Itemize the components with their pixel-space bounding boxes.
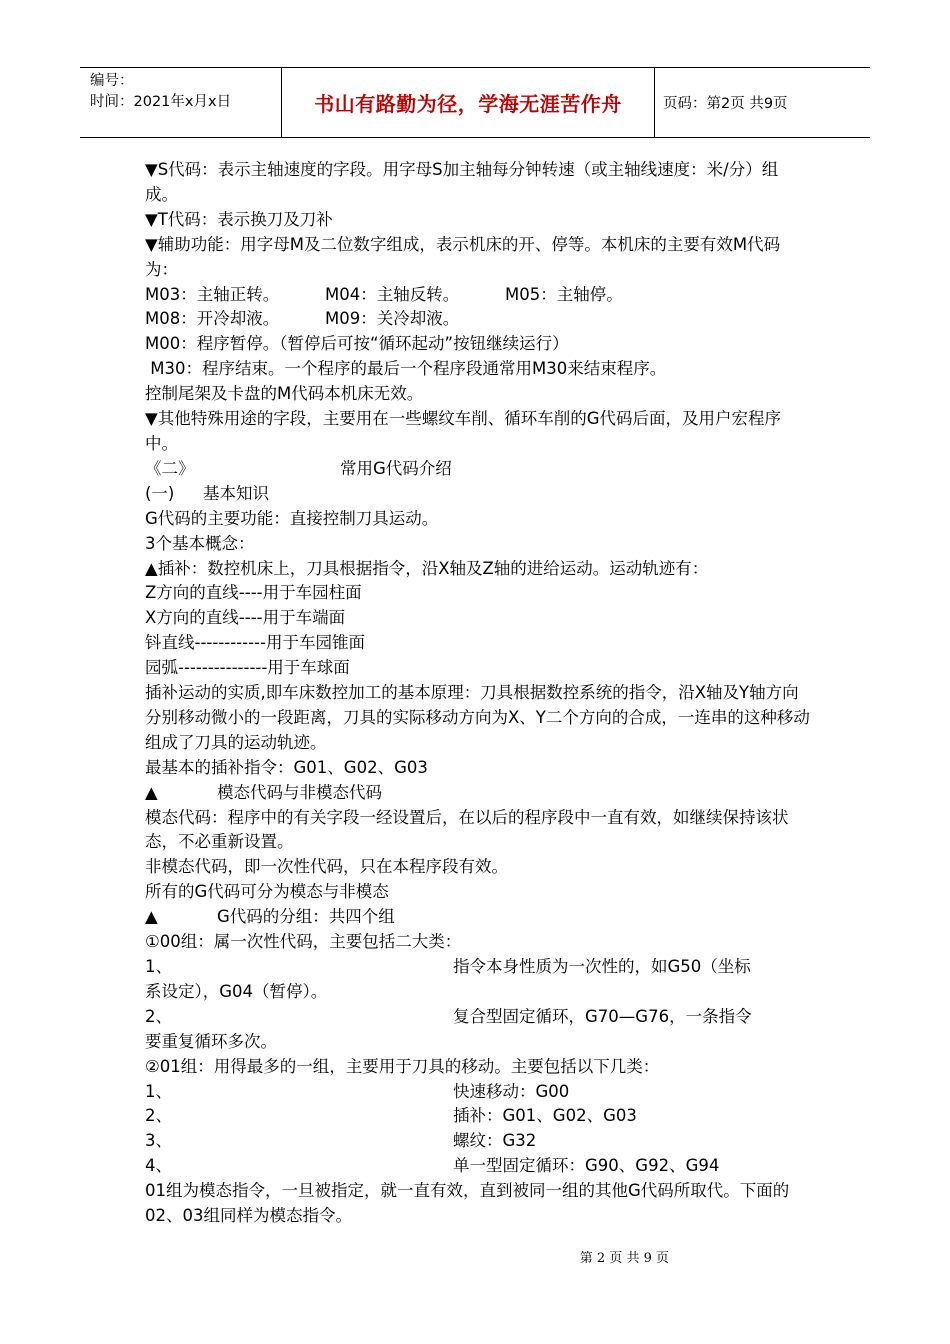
list-item	[145, 955, 810, 980]
paragraph: 园弧---------------用于车球面	[145, 658, 350, 678]
paragraph: ▼T代码：表示换刀及刀补	[145, 209, 333, 229]
doc-number-label: 编号：	[90, 73, 134, 89]
section-number: 《二》	[145, 458, 195, 478]
bullet-heading	[145, 905, 810, 930]
paragraph: 插补运动的实质,即车床数控加工的基本原理：刀具根据数控系统的指令，沿X轴及Y轴方向分别移动微小的一段距离，刀具的实际移动方向为X、Y二个方向的合成，一连串的这种移动组成了刀具的运动轨迹。	[145, 683, 810, 752]
paragraph: 模态代码：程序中的有关字段一经设置后，在以后的程序段中一直有效，如继续保持该状态，不必重新设置。	[145, 807, 789, 852]
list-item	[145, 1104, 810, 1129]
list-number: 4、	[145, 1156, 172, 1176]
footer-page-number: 第 2 页 共 9 页	[579, 1251, 669, 1266]
list-text: 复合型固定循环，G70—G76，一条指令	[453, 1006, 752, 1026]
list-text: 螺纹：G32	[453, 1131, 537, 1151]
list-text: 快速移动：G00	[453, 1081, 570, 1101]
paragraph: 01组为模态指令，一旦被指定，就一直有效，直到被同一组的其他G代码所取代。下面的02、03组同样为模态指令。	[145, 1181, 790, 1226]
paragraph: 所有的G代码可分为模态与非模态	[145, 882, 389, 902]
subsection-title: 基本知识	[203, 483, 269, 503]
m-code-row	[145, 283, 810, 308]
list-item	[145, 1129, 810, 1154]
bullet-title: G代码的分组：共四个组	[217, 907, 395, 927]
list-continuation: 要重复循环多次。	[145, 1031, 277, 1051]
paragraph: 非模态代码，即一次性代码，只在本程序段有效。	[145, 857, 508, 877]
paragraph: M00：程序暂停。（暂停后可按“循环起动”按钮继续运行）	[145, 334, 569, 354]
paragraph: 钭直线------------用于车园锥面	[145, 633, 365, 653]
paragraph: ▼S代码：表示主轴速度的字段。用字母S加主轴每分钟转速（或主轴线速度：米/分）组成。	[145, 160, 779, 204]
list-item	[145, 1154, 810, 1179]
header-meta	[80, 68, 282, 137]
page-header	[80, 67, 870, 138]
doc-date-label: 时间：2021年x月x日	[90, 94, 232, 110]
list-number: 2、	[145, 1006, 172, 1026]
section-title: 常用G代码介绍	[340, 458, 452, 478]
triangle-icon: ▲	[145, 782, 158, 802]
m-code-item: M04：主轴反转。	[325, 284, 460, 304]
list-continuation: 系设定），G04（暂停）。	[145, 981, 328, 1001]
bullet-title: 模态代码与非模态代码	[217, 782, 382, 802]
list-number: 3、	[145, 1131, 172, 1151]
m-code-row	[145, 307, 810, 332]
paragraph: ②01组：用得最多的一组，主要用于刀具的移动。主要包括以下几类：	[145, 1056, 660, 1076]
m-code-item: M09：关冷却液。	[325, 309, 460, 329]
paragraph: 控制尾架及卡盘的M代码本机床无效。	[145, 384, 424, 404]
page-footer	[0, 1247, 950, 1266]
paragraph: M30：程序结束。一个程序的最后一个程序段通常用M30来结束程序。	[145, 359, 667, 379]
list-text: 指令本身性质为一次性的，如G50（坐标	[453, 957, 751, 976]
m-code-item: M08：开冷却液。	[145, 309, 280, 329]
triangle-icon: ▲	[145, 907, 158, 927]
bullet-heading	[145, 781, 810, 806]
list-text: 插补：G01、G02、G03	[453, 1106, 637, 1126]
list-number: 1、	[145, 957, 172, 976]
document-body	[145, 158, 810, 1229]
subsection-heading	[145, 482, 810, 507]
paragraph: G代码的主要功能：直接控制刀具运动。	[145, 508, 439, 528]
m-code-item: M03：主轴正转。	[145, 284, 280, 304]
list-item	[145, 1080, 810, 1105]
list-number: 1、	[145, 1081, 172, 1101]
paragraph: ▲插补：数控机床上，刀具根据指令，沿X轴及Z轴的进给运动。运动轨迹有：	[145, 558, 709, 578]
header-motto: 书山有路勤为径，学海无涯苦作舟	[282, 68, 655, 137]
paragraph: ①00组：属一次性代码，主要包括二大类：	[145, 932, 462, 952]
paragraph: 最基本的插补指令：G01、G02、G03	[145, 757, 428, 777]
paragraph: ▼辅助功能：用字母M及二位数字组成，表示机床的开、停等。本机床的主要有效M代码为：	[145, 234, 781, 279]
paragraph: X方向的直线----用于车端面	[145, 608, 346, 628]
paragraph: 3个基本概念：	[145, 533, 255, 553]
list-number: 2、	[145, 1106, 172, 1126]
paragraph: Z方向的直线----用于车园柱面	[145, 583, 362, 603]
paragraph: ▼其他特殊用途的字段，主要用在一些螺纹车削、循环车削的G代码后面，及用户宏程序中。	[145, 409, 781, 453]
list-item	[145, 1005, 810, 1030]
list-text: 单一型固定循环：G90、G92、G94	[453, 1156, 720, 1176]
m-code-item: M05：主轴停。	[505, 284, 623, 304]
header-page-info: 页码：第2页 共9页	[663, 96, 788, 112]
section-heading	[145, 457, 810, 482]
subsection-number: (一)	[145, 483, 175, 503]
